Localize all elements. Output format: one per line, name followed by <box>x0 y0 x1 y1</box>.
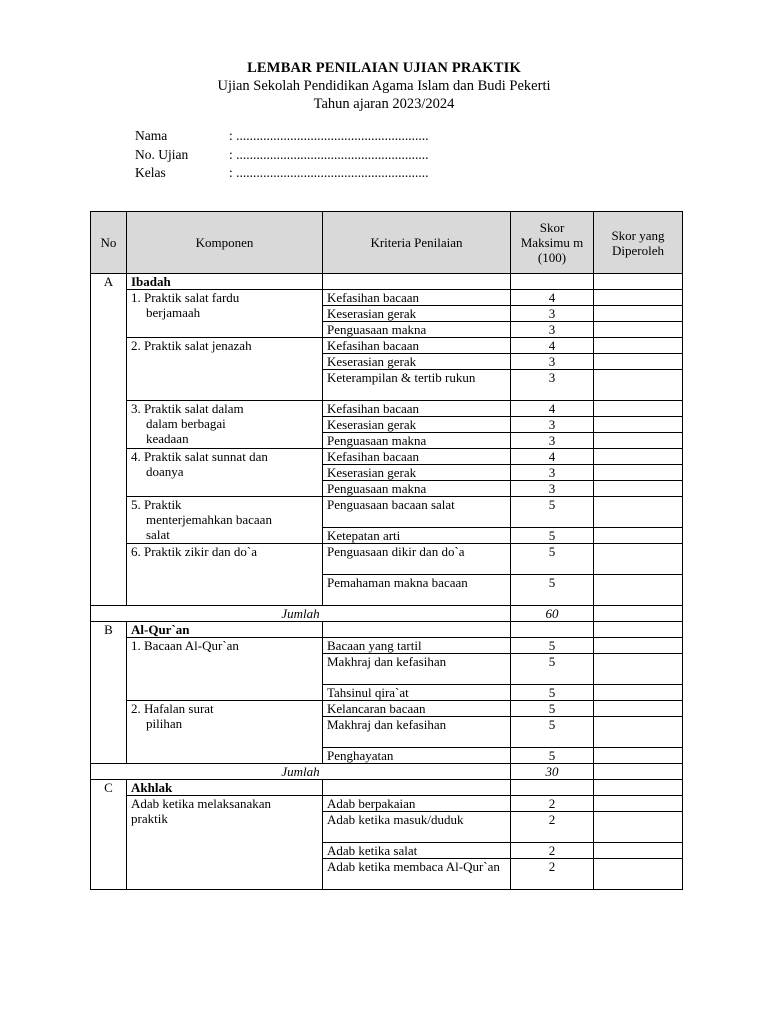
max-score: 3 <box>511 370 594 401</box>
total-label: Jumlah <box>91 606 511 622</box>
criteria-name: Ketepatan arti <box>323 528 511 544</box>
max-score: 5 <box>511 748 594 764</box>
exam-number-blank[interactable]: : ......................................................... <box>229 147 429 162</box>
score-input-cell[interactable] <box>594 322 683 338</box>
name-label: Nama <box>135 128 168 143</box>
max-score: 5 <box>511 654 594 685</box>
max-score: 4 <box>511 290 594 306</box>
section-number: B <box>91 622 127 764</box>
score-input-cell[interactable] <box>594 685 683 701</box>
criteria-name: Adab ketika masuk/duduk <box>323 812 511 843</box>
score-input-cell[interactable] <box>594 622 683 638</box>
score-input-cell[interactable] <box>594 796 683 812</box>
criteria-name: Keserasian gerak <box>323 465 511 481</box>
score-input-cell[interactable] <box>594 528 683 544</box>
component-line: 2. Praktik salat jenazah <box>131 338 252 353</box>
component-line: menterjemahkan bacaan <box>146 512 272 527</box>
max-score: 2 <box>511 843 594 859</box>
name-blank[interactable]: : ......................................................... <box>229 128 429 143</box>
score-input-cell[interactable] <box>594 449 683 465</box>
empty-cell <box>511 274 594 290</box>
score-input-cell[interactable] <box>594 717 683 748</box>
score-input-cell[interactable] <box>594 748 683 764</box>
score-input-cell[interactable] <box>594 306 683 322</box>
class-blank[interactable]: : ......................................................... <box>229 165 429 180</box>
section-title: Ibadah <box>127 274 323 290</box>
score-input-cell[interactable] <box>594 780 683 796</box>
total-label: Jumlah <box>91 764 511 780</box>
max-score: 5 <box>511 701 594 717</box>
max-score: 5 <box>511 528 594 544</box>
component-line: 1. Bacaan Al-Qur`an <box>131 638 239 653</box>
criteria-name: Penguasaan bacaan salat <box>323 497 511 528</box>
criteria-name: Adab ketika membaca Al-Qur`an <box>323 859 511 890</box>
section-row <box>91 274 683 290</box>
total-score: 60 <box>511 606 594 622</box>
max-score: 4 <box>511 449 594 465</box>
empty-cell <box>323 780 511 796</box>
criteria-name: Adab ketika salat <box>323 843 511 859</box>
criteria-name: Kefasihan bacaan <box>323 338 511 354</box>
max-score: 2 <box>511 812 594 843</box>
max-score: 3 <box>511 417 594 433</box>
criteria-name: Penguasaan makna <box>323 433 511 449</box>
score-input-cell[interactable] <box>594 433 683 449</box>
max-score: 5 <box>511 638 594 654</box>
component-line: pilihan <box>146 716 183 731</box>
component-cell <box>127 796 323 890</box>
component-cell <box>127 449 323 497</box>
table-header-row <box>91 212 683 274</box>
max-score: 3 <box>511 306 594 322</box>
max-score: 4 <box>511 338 594 354</box>
score-input-cell[interactable] <box>594 606 683 622</box>
component-line: 1. Praktik salat fardu <box>131 290 240 305</box>
criteria-row <box>91 290 683 306</box>
score-input-cell[interactable] <box>594 638 683 654</box>
score-input-cell[interactable] <box>594 843 683 859</box>
score-input-cell[interactable] <box>594 354 683 370</box>
empty-cell <box>323 274 511 290</box>
max-score: 3 <box>511 481 594 497</box>
criteria-name: Makhraj dan kefasihan <box>323 717 511 748</box>
academic-year: Tahun ajaran 2023/2024 <box>313 96 455 112</box>
max-score: 3 <box>511 322 594 338</box>
score-input-cell[interactable] <box>594 544 683 575</box>
component-cell <box>127 338 323 401</box>
section-title: Akhlak <box>127 780 323 796</box>
criteria-name: Keserasian gerak <box>323 306 511 322</box>
criteria-name: Makhraj dan kefasihan <box>323 654 511 685</box>
header-komponen: Komponen <box>127 212 323 274</box>
component-line: 4. Praktik salat sunnat dan <box>131 449 268 464</box>
component-line: 6. Praktik zikir dan do`a <box>131 544 257 559</box>
empty-cell <box>511 780 594 796</box>
criteria-name: Keserasian gerak <box>323 417 511 433</box>
component-line: 5. Praktik <box>131 497 182 512</box>
score-input-cell[interactable] <box>594 701 683 717</box>
criteria-row <box>91 401 683 417</box>
score-input-cell[interactable] <box>594 417 683 433</box>
score-input-cell[interactable] <box>594 290 683 306</box>
section-row <box>91 780 683 796</box>
component-cell <box>127 290 323 338</box>
component-cell <box>127 497 323 544</box>
assessment-table <box>90 211 683 890</box>
score-input-cell[interactable] <box>594 654 683 685</box>
class-label: Kelas <box>135 165 166 180</box>
score-input-cell[interactable] <box>594 338 683 354</box>
score-input-cell[interactable] <box>594 465 683 481</box>
section-title: Al-Qur`an <box>127 622 323 638</box>
total-score: 30 <box>511 764 594 780</box>
max-score: 5 <box>511 575 594 606</box>
component-line: 2. Hafalan surat <box>131 701 214 716</box>
max-score: 3 <box>511 433 594 449</box>
criteria-name: Keterampilan & tertib rukun <box>323 370 511 401</box>
score-input-cell[interactable] <box>594 575 683 606</box>
component-cell <box>127 544 323 606</box>
score-input-cell[interactable] <box>594 481 683 497</box>
max-score: 5 <box>511 685 594 701</box>
section-row <box>91 622 683 638</box>
criteria-name: Penguasaan makna <box>323 322 511 338</box>
empty-cell <box>511 622 594 638</box>
component-line: berjamaah <box>146 305 201 320</box>
component-line: salat <box>146 527 170 542</box>
document-title: LEMBAR PENILAIAN UJIAN PRAKTIK <box>247 60 521 76</box>
score-input-cell[interactable] <box>594 812 683 843</box>
score-input-cell[interactable] <box>594 859 683 890</box>
document-subtitle: Ujian Sekolah Pendidikan Agama Islam dan Budi Pekerti <box>217 78 551 94</box>
max-score: 5 <box>511 544 594 575</box>
component-cell <box>127 638 323 701</box>
criteria-name: Kelancaran bacaan <box>323 701 511 717</box>
section-number: A <box>91 274 127 606</box>
section-number: C <box>91 780 127 890</box>
criteria-row <box>91 338 683 354</box>
score-input-cell[interactable] <box>594 401 683 417</box>
exam-number-label: No. Ujian <box>135 147 189 162</box>
max-score: 3 <box>511 465 594 481</box>
criteria-row <box>91 449 683 465</box>
total-row <box>91 606 683 622</box>
component-line: 3. Praktik salat dalam <box>131 401 244 416</box>
criteria-name: Bacaan yang tartil <box>323 638 511 654</box>
criteria-name: Keserasian gerak <box>323 354 511 370</box>
max-score: 2 <box>511 859 594 890</box>
criteria-row <box>91 796 683 812</box>
criteria-name: Penguasaan dikir dan do`a <box>323 544 511 575</box>
criteria-name: Penguasaan makna <box>323 481 511 497</box>
max-score: 3 <box>511 354 594 370</box>
header-skor-diperoleh: Skor yang Diperoleh <box>594 212 683 274</box>
score-input-cell[interactable] <box>594 370 683 401</box>
criteria-name: Kefasihan bacaan <box>323 401 511 417</box>
score-input-cell[interactable] <box>594 497 683 528</box>
empty-cell <box>323 622 511 638</box>
component-cell <box>127 701 323 764</box>
criteria-name: Tahsinul qira`at <box>323 685 511 701</box>
total-row <box>91 764 683 780</box>
max-score: 4 <box>511 401 594 417</box>
component-line: dalam berbagai <box>146 416 226 431</box>
max-score: 5 <box>511 497 594 528</box>
criteria-name: Adab berpakaian <box>323 796 511 812</box>
component-line: Adab ketika melaksanakan <box>131 796 272 811</box>
criteria-name: Kefasihan bacaan <box>323 290 511 306</box>
component-line: keadaan <box>146 431 189 446</box>
max-score: 5 <box>511 717 594 748</box>
criteria-name: Pemahaman makna bacaan <box>323 575 511 606</box>
component-cell <box>127 401 323 449</box>
criteria-row <box>91 497 683 528</box>
header-kriteria: Kriteria Penilaian <box>323 212 511 274</box>
criteria-name: Kefasihan bacaan <box>323 449 511 465</box>
criteria-name: Penghayatan <box>323 748 511 764</box>
component-line: praktik <box>131 811 168 826</box>
component-line: doanya <box>146 464 184 479</box>
max-score: 2 <box>511 796 594 812</box>
criteria-row <box>91 701 683 717</box>
score-input-cell[interactable] <box>594 274 683 290</box>
header-skor-maksimum: Skor Maksimu m (100) <box>511 212 594 274</box>
criteria-row <box>91 544 683 575</box>
criteria-row <box>91 638 683 654</box>
header-no: No <box>91 212 127 274</box>
score-input-cell[interactable] <box>594 764 683 780</box>
